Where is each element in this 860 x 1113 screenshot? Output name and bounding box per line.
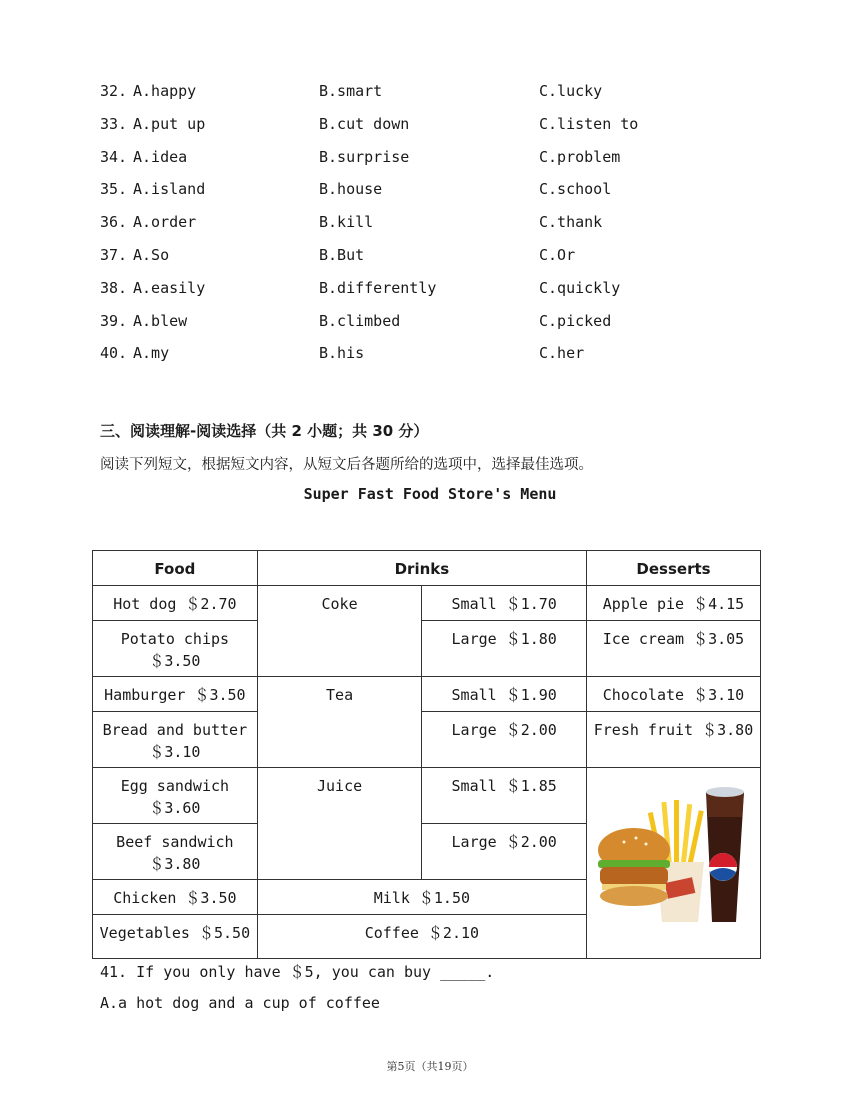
option-c: C.school [539, 180, 612, 199]
option-row [100, 277, 800, 310]
option-row [100, 211, 800, 244]
dessert-item: Fresh fruit ＄3.80 [587, 712, 761, 768]
food-item: Egg sandwich ＄3.60 [93, 768, 258, 824]
question-number: 36. [100, 213, 128, 232]
drink-price: Large ＄1.80 [422, 621, 587, 677]
question-number: 37. [100, 245, 128, 264]
option-row [100, 113, 800, 146]
answer-options-list [100, 80, 800, 375]
option-a: A.order [133, 213, 197, 232]
drink-name: Tea [257, 677, 422, 768]
option-c: C.Or [539, 245, 576, 264]
question-number: 40. [100, 344, 128, 363]
option-a: A.my [133, 344, 170, 363]
food-item: Hot dog ＄2.70 [93, 586, 258, 621]
option-c: C.lucky [539, 82, 603, 100]
drink-price: Large ＄2.00 [422, 712, 587, 768]
option-row [100, 80, 800, 113]
food-photo-cell [587, 768, 761, 959]
food-item: Potato chips ＄3.50 [93, 621, 258, 677]
menu-header-row [93, 551, 761, 586]
dessert-item: Ice cream ＄3.05 [587, 621, 761, 677]
option-a: A.So [133, 245, 170, 264]
burger-fries-cola-icon [594, 772, 754, 932]
option-c: C.thank [539, 213, 603, 232]
drink-name: Juice [257, 768, 422, 880]
option-b: B.house [319, 180, 383, 199]
page-footer: 第5页（共19页） [386, 1060, 474, 1073]
option-b: B.climbed [319, 311, 401, 330]
option-a: A.easily [133, 278, 206, 297]
header-desserts: Desserts [587, 551, 761, 586]
drink-name: Coke [257, 586, 422, 677]
option-a: A.blew [133, 311, 188, 330]
option-c: C.problem [539, 147, 621, 166]
option-a: A.island [133, 180, 206, 199]
question-41: 41. If you only have ＄5, you can buy _____. [100, 963, 495, 981]
menu-title: Super Fast Food Store's Menu [303, 485, 557, 503]
section-title: 三、阅读理解-阅读选择（共 2 小题；共 30 分） [100, 422, 429, 440]
drink-price: Small ＄1.85 [422, 768, 587, 824]
food-item: Bread and butter ＄3.10 [93, 712, 258, 768]
header-drinks: Drinks [257, 551, 586, 586]
table-row [93, 621, 761, 677]
option-a: A.put up [133, 114, 206, 133]
table-row [93, 712, 761, 768]
drink-price: Large ＄2.00 [422, 824, 587, 880]
option-b: B.differently [319, 278, 437, 297]
option-row [100, 244, 800, 277]
food-item: Hamburger ＄3.50 [93, 677, 258, 712]
dessert-item: Apple pie ＄4.15 [587, 586, 761, 621]
option-c: C.picked [539, 311, 612, 330]
question-number: 32. [100, 82, 128, 100]
header-food: Food [93, 551, 258, 586]
question-number: 34. [100, 147, 128, 166]
menu-table [92, 550, 761, 959]
option-a: A.happy [133, 82, 197, 100]
fast-food-image [594, 772, 754, 932]
option-c: C.quickly [539, 278, 621, 297]
drink-price: Small ＄1.70 [422, 586, 587, 621]
option-a: A.idea [133, 147, 188, 166]
drink-item: Milk ＄1.50 [257, 880, 586, 915]
option-c: C.her [539, 344, 585, 363]
drink-item: Coffee ＄2.10 [257, 915, 586, 959]
food-item: Vegetables ＄5.50 [93, 915, 258, 959]
table-row [93, 586, 761, 621]
answer-option-a: A.a hot dog and a cup of coffee [100, 994, 380, 1012]
question-number: 38. [100, 278, 128, 297]
question-number: 33. [100, 114, 128, 133]
table-row [93, 677, 761, 712]
option-row [100, 310, 800, 343]
option-b: B.smart [319, 82, 383, 100]
food-item: Chicken ＄3.50 [93, 880, 258, 915]
drink-price: Small ＄1.90 [422, 677, 587, 712]
option-c: C.listen to [539, 114, 639, 133]
table-row [93, 768, 761, 824]
option-b: B.his [319, 344, 365, 363]
option-row [100, 178, 800, 211]
instructions: 阅读下列短文，根据短文内容，从短文后各题所给的选项中，选择最佳选项。 [100, 457, 593, 473]
option-b: B.kill [319, 213, 374, 232]
option-b: B.surprise [319, 147, 410, 166]
dessert-item: Chocolate ＄3.10 [587, 677, 761, 712]
option-row [100, 342, 800, 375]
question-number: 39. [100, 311, 128, 330]
option-row [100, 146, 800, 179]
option-b: B.cut down [319, 114, 410, 133]
question-number: 35. [100, 180, 128, 199]
option-b: B.But [319, 245, 365, 264]
food-item: Beef sandwich ＄3.80 [93, 824, 258, 880]
